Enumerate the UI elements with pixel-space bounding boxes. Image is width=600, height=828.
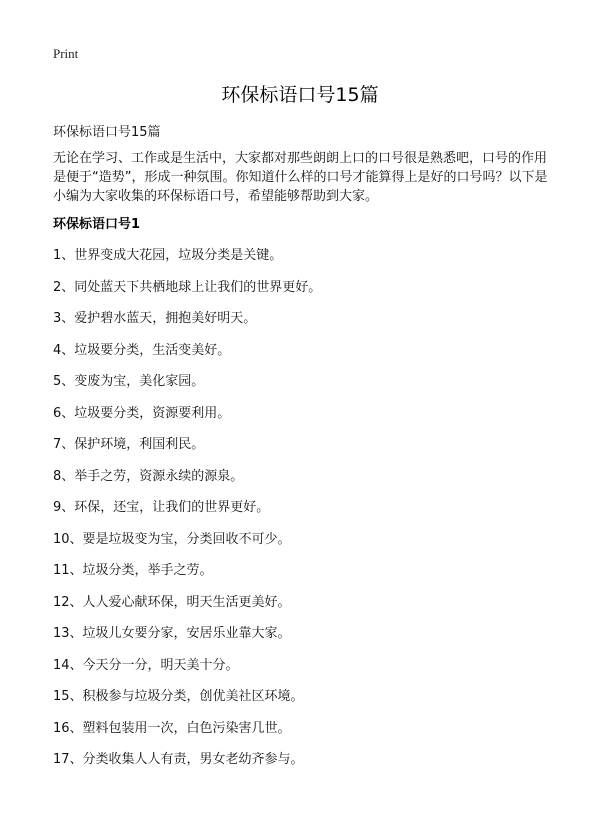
- list-item: 14、今天分一分，明天美十分。: [53, 657, 239, 673]
- list-item: 1、世界变成大花园，垃圾分类是关键。: [53, 248, 283, 263]
- list-item: 10、要是垃圾变为宝，分类回收不可少。: [53, 531, 291, 547]
- list-item: 15、积极参与垃圾分类，创优美社区环境。: [53, 689, 304, 704]
- list-item: 2、同处蓝天下共栖地球上让我们的世界更好。: [53, 279, 322, 295]
- page-title: 环保标语口号15篇: [221, 84, 379, 106]
- document-subtitle: 环保标语口号15篇: [53, 125, 161, 140]
- list-item: 4、垃圾要分类，生活变美好。: [53, 342, 231, 358]
- list-item: 17、分类收集人人有责，男女老幼齐参与。: [53, 752, 304, 767]
- section-heading: 环保标语口号1: [53, 217, 141, 232]
- slogan-list: [53, 247, 321, 783]
- list-item: 11、垃圾分类，举手之劳。: [53, 563, 213, 578]
- list-item: 5、变废为宝，美化家园。: [53, 374, 205, 389]
- print-link[interactable]: Print: [53, 46, 79, 61]
- list-item: 13、垃圾儿女要分家，安居乐业靠大家。: [53, 626, 291, 641]
- list-item: 12、人人爱心献环保，明天生活更美好。: [53, 594, 291, 610]
- list-item: 7、保护环境，利国利民。: [53, 437, 205, 452]
- list-item: 16、塑料包装用一次，白色污染害几世。: [53, 720, 291, 736]
- intro-paragraph: 无论在学习、工作或是生活中，大家都对那些朗朗上口的口号很是熟悉吧，口号的作用是便于“造势”，形成一种氛围。你知道什么样的口号才能算得上是好的口号吗？以下是小编为大家收集的环保标语口号，希望能够帮助到大家。: [53, 151, 548, 204]
- list-item: 8、举手之劳，资源永续的源泉。: [53, 468, 244, 484]
- list-item: 9、环保，还宝，让我们的世界更好。: [53, 500, 270, 515]
- list-item: 3、爱护碧水蓝天，拥抱美好明天。: [53, 311, 257, 326]
- list-item: 6、垃圾要分类，资源要利用。: [53, 405, 231, 421]
